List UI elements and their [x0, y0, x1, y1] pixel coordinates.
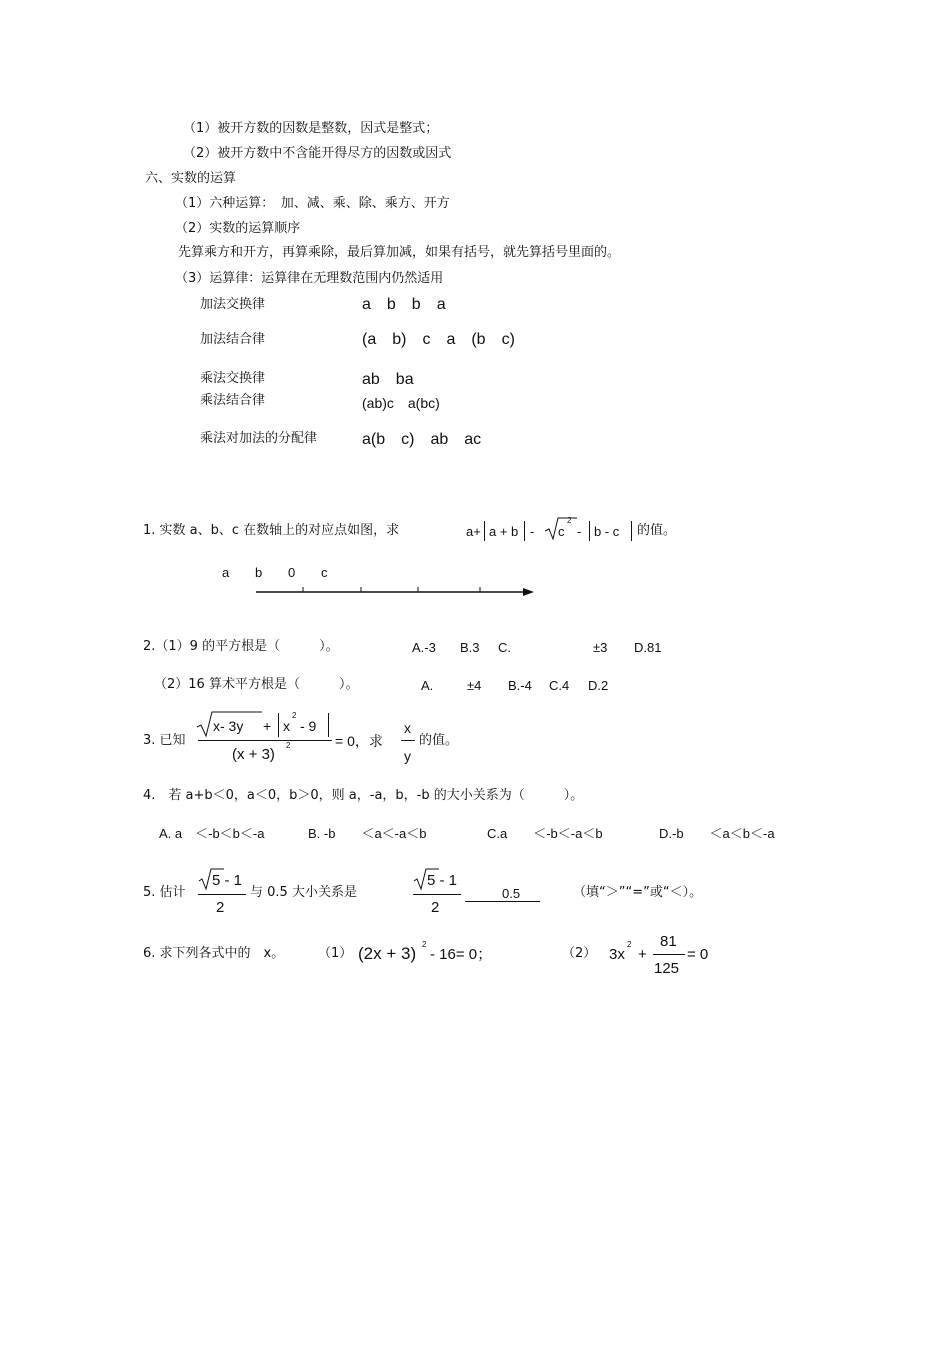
q2-option: C.4: [549, 678, 570, 693]
q2-part1-text: 2.（1）9 的平方根是（ ）。: [143, 639, 339, 654]
q5-blank-value: 0.5: [502, 886, 521, 901]
q5-den2: 2: [431, 899, 440, 916]
law-name: 加法结合律: [200, 332, 266, 347]
operation-order-title: （2）实数的运算顺序: [175, 221, 301, 236]
q1-minus: -: [530, 524, 535, 539]
axis-label: c: [321, 565, 328, 580]
q3-den: (x + 3): [232, 746, 275, 763]
q1-tail: 的值。: [637, 523, 677, 538]
fraction-bar: [653, 954, 685, 955]
q6-part2-num: 81: [660, 933, 677, 950]
q3-tail: 的值。: [419, 733, 459, 748]
fraction-bar: [413, 894, 461, 895]
q2-option: B.3: [460, 640, 480, 655]
q3-num-abs-tail: - 9: [300, 718, 317, 734]
q6-part1-label: （1）: [318, 946, 353, 961]
q4-option: C.a ＜-b＜-a＜b: [487, 826, 603, 841]
abs-bar: [524, 521, 525, 541]
fraction-bar: [198, 740, 332, 741]
q3-prefix: 3. 已知: [143, 733, 186, 748]
abs-bar: [631, 521, 632, 541]
q4-option: B. -b ＜a＜-a＜b: [308, 826, 427, 841]
operation-order-text: 先算乘方和开方，再算乘除，最后算加减，如果有括号，就先算括号里面的。: [178, 245, 621, 260]
q1-expr-c: c: [558, 524, 565, 539]
rule-line-2: （2）被开方数中不含能开得尽方的因数或因式: [183, 146, 452, 161]
q1-expr-abs2: b - c: [594, 524, 620, 539]
q5-num: 5 - 1: [212, 872, 243, 889]
fraction-bar: [401, 740, 415, 741]
q3-num-plus: +: [263, 718, 272, 734]
q1-minus: -: [577, 524, 582, 539]
axis-label: 0: [288, 565, 296, 580]
q2-option: A.: [421, 678, 434, 693]
q2-option: D.81: [634, 640, 662, 655]
abs-bar: [328, 713, 329, 737]
law-formula: a(b c) ab ac: [362, 431, 482, 448]
q5-den: 2: [216, 899, 225, 916]
q3-num-abs: x: [283, 718, 290, 734]
q4-option: D.-b ＜a＜b＜-a: [659, 826, 775, 841]
q3-eq: = 0，求: [335, 733, 383, 749]
q5-prefix: 5. 估计: [143, 885, 186, 900]
q6-part2-plus: +: [638, 946, 647, 963]
abs-bar: [589, 521, 590, 541]
law-name: 加法交换律: [200, 297, 266, 312]
q1-expr-a: a+: [466, 524, 481, 539]
q6-part2-expr: 3x: [609, 946, 625, 963]
law-formula: (ab)c a(bc): [362, 395, 440, 411]
q1-expr-sup: 2: [567, 516, 572, 525]
law-formula: (a b) c a (b c): [362, 331, 515, 348]
q6-part2-label: （2）: [562, 946, 597, 961]
q5-tail: （填“＞”“=”或“＜）。: [573, 885, 703, 900]
q2-part2-text: （2）16 算术平方根是（ ）。: [154, 677, 359, 692]
q6-prefix: 6. 求下列各式中的 x。: [143, 946, 285, 961]
q3-frac-y: y: [404, 748, 411, 764]
q2-option: A.-3: [412, 640, 436, 655]
q5-num2: 5 - 1: [427, 872, 458, 889]
q3-frac-x: x: [404, 720, 411, 736]
q5-mid: 与 0.5 大小关系是: [250, 885, 357, 900]
abs-bar: [484, 521, 485, 541]
q4-option: A. a ＜-b＜b＜-a: [159, 826, 265, 841]
q3-num-sup: 2: [292, 711, 297, 720]
six-operations: （1）六种运算： 加、减、乘、除、乘方、开方: [175, 196, 450, 211]
q6-part1-expr: (2x + 3): [358, 944, 417, 963]
law-name: 乘法交换律: [200, 371, 266, 386]
abs-bar: [278, 713, 279, 737]
q6-part2-den: 125: [654, 960, 680, 977]
section-heading: 六、实数的运算: [145, 171, 237, 186]
q4-text: 4. 若 a+b＜0，a＜0，b＞0，则 a，-a，b，-b 的大小关系为（ ）。: [143, 788, 584, 803]
rule-line-1: （1）被开方数的因数是整数，因式是整式；: [183, 121, 439, 136]
q6-part2-sup: 2: [627, 940, 632, 949]
q2-option: D.2: [588, 678, 609, 693]
answer-underline: [465, 901, 540, 902]
q2-option: B.-4: [508, 678, 532, 693]
law-formula: a b b a: [362, 296, 446, 313]
q2-option: ±4: [467, 678, 482, 693]
q2-option: C.: [498, 640, 511, 655]
q3-den-sup: 2: [286, 741, 291, 750]
law-name: 乘法结合律: [200, 393, 266, 408]
axis-label: b: [255, 565, 263, 580]
q3-num-rad: x- 3y: [213, 718, 244, 734]
law-formula: ab ba: [362, 371, 414, 388]
q6-part1-tail: - 16= 0；: [430, 946, 493, 963]
q2-option: ±3: [593, 640, 608, 655]
q6-part2-tail: = 0: [687, 946, 709, 963]
q6-part1-sup: 2: [422, 940, 427, 949]
laws-title: （3）运算律：运算律在无理数范围内仍然适用: [175, 271, 444, 286]
number-line-icon: [255, 584, 540, 600]
q1-expr-abs1: a + b: [489, 524, 519, 539]
fraction-bar: [198, 894, 246, 895]
q1-text: 1. 实数 a、b、c 在数轴上的对应点如图，求: [143, 523, 400, 538]
axis-label: a: [222, 565, 230, 580]
law-name: 乘法对加法的分配律: [200, 431, 318, 446]
